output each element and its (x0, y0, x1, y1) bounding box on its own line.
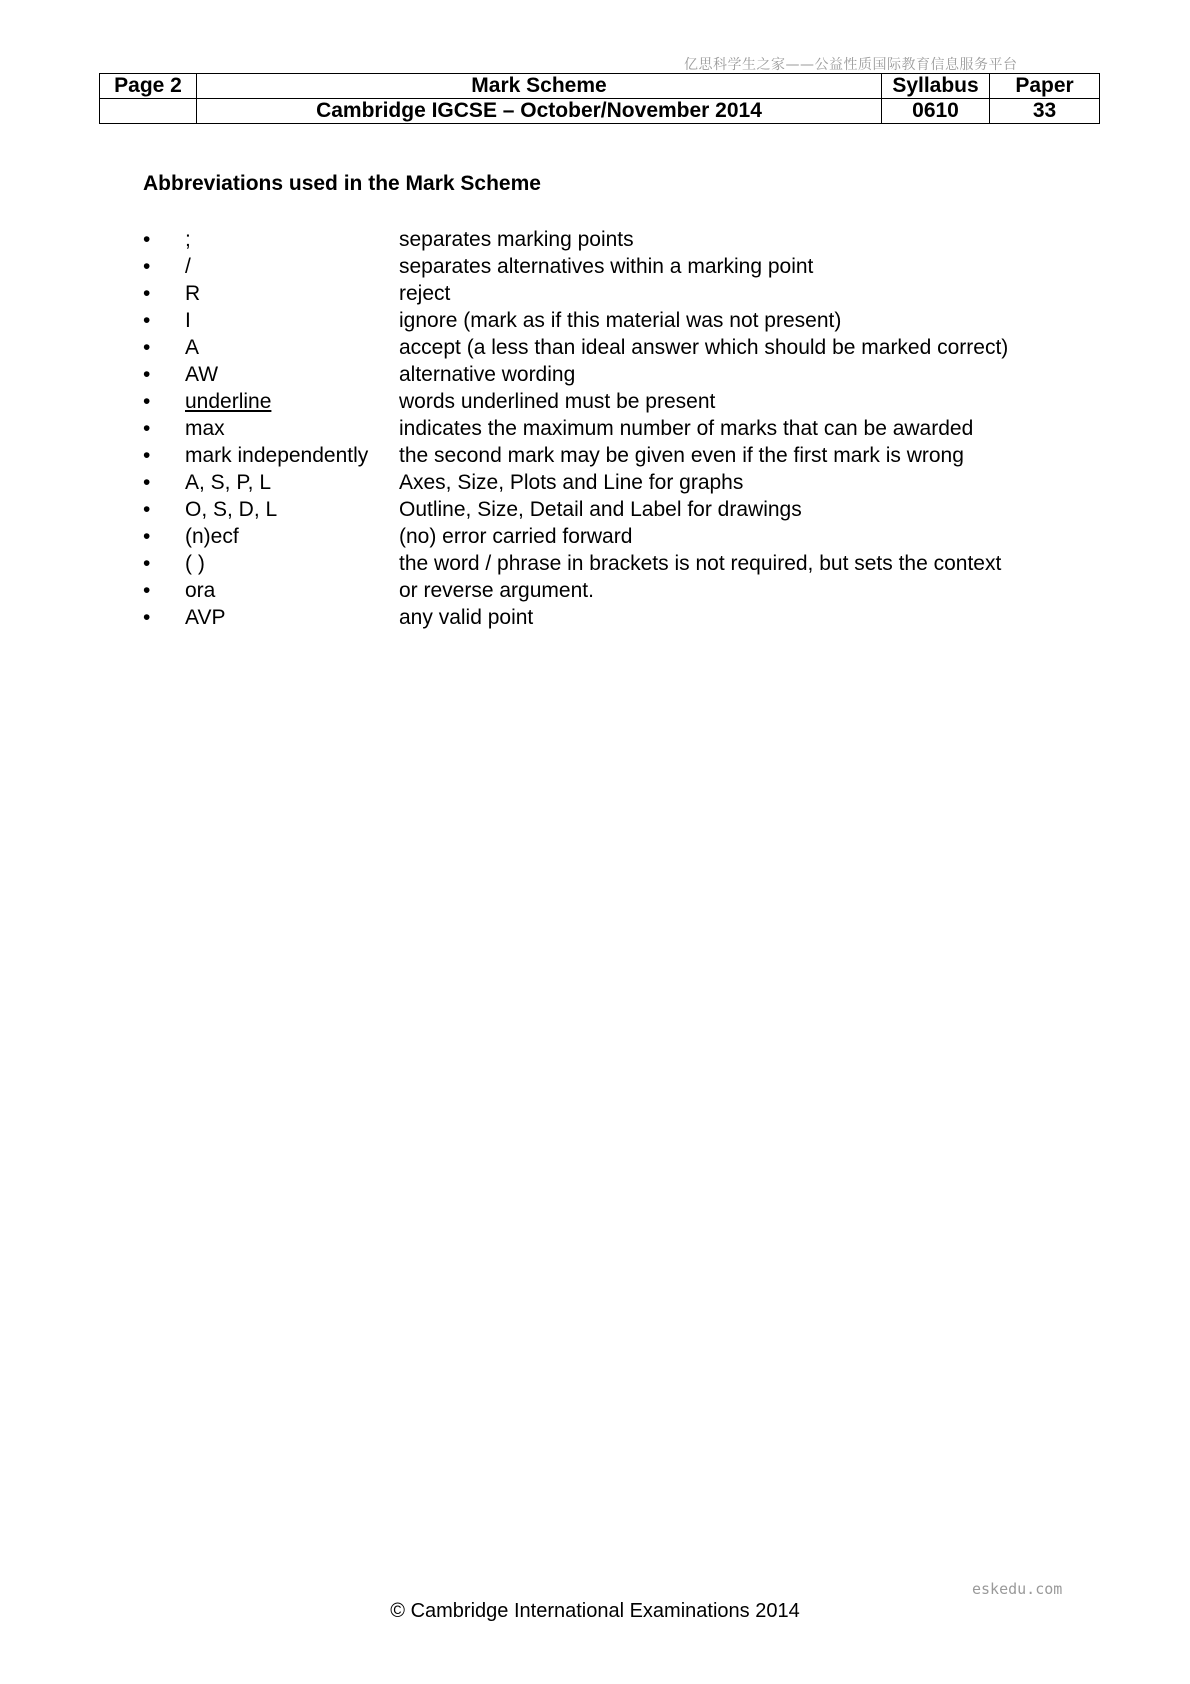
list-item (143, 604, 1008, 631)
bullet-icon: • (143, 606, 151, 629)
abbreviation-term: max (185, 417, 225, 440)
abbreviation-term: ; (185, 228, 191, 251)
list-item (143, 388, 1008, 415)
abbreviation-meaning: separates marking points (399, 228, 634, 251)
bullet-icon: • (143, 255, 151, 278)
abbreviation-term: underline (185, 390, 272, 413)
list-item (143, 469, 1008, 496)
list-item (143, 253, 1008, 280)
bullet-icon: • (143, 228, 151, 251)
abbreviation-meaning: indicates the maximum number of marks that can be awarded (399, 417, 974, 440)
abbreviation-meaning: reject (399, 282, 451, 305)
bullet-icon: • (143, 336, 151, 359)
bullet-icon: • (143, 417, 151, 440)
abbreviation-term: O, S, D, L (185, 498, 278, 521)
abbreviation-meaning: ignore (mark as if this material was not present) (399, 309, 842, 332)
document-subtitle: Cambridge IGCSE – October/November 2014 (197, 99, 882, 124)
abbreviation-meaning: (no) error carried forward (399, 525, 633, 548)
abbreviation-meaning: alternative wording (399, 363, 576, 386)
list-item (143, 496, 1008, 523)
abbreviation-term: I (185, 309, 191, 332)
empty-cell (100, 99, 197, 124)
page-number: Page 2 (100, 74, 197, 99)
bullet-icon: • (143, 309, 151, 332)
abbreviation-term: mark independently (185, 444, 369, 467)
abbreviation-meaning: any valid point (399, 606, 534, 629)
abbreviation-meaning: separates alternatives within a marking point (399, 255, 814, 278)
abbreviation-meaning: the second mark may be given even if the first mark is wrong (399, 444, 964, 467)
bullet-icon: • (143, 498, 151, 521)
abbreviation-term: AVP (185, 606, 226, 629)
abbreviation-meaning: or reverse argument. (399, 579, 594, 602)
copyright-footer: © Cambridge International Examinations 2014 (390, 1600, 800, 1622)
abbreviation-term: ( ) (185, 552, 205, 575)
abbreviation-meaning: the word / phrase in brackets is not required, but sets the context (399, 552, 1002, 575)
header-row-1 (100, 74, 1100, 99)
bullet-icon: • (143, 579, 151, 602)
syllabus-value: 0610 (882, 99, 990, 124)
abbreviation-meaning: words underlined must be present (399, 390, 716, 413)
paper-label: Paper (990, 74, 1100, 99)
syllabus-label: Syllabus (882, 74, 990, 99)
abbreviation-term: (n)ecf (185, 525, 239, 548)
list-item (143, 523, 1008, 550)
header-table (99, 73, 1100, 124)
list-item (143, 442, 1008, 469)
section-heading: Abbreviations used in the Mark Scheme (143, 172, 541, 195)
list-item (143, 226, 1008, 253)
watermark-bottom: eskedu.com (972, 1580, 1063, 1598)
list-item (143, 415, 1008, 442)
abbreviation-term: ora (185, 579, 216, 602)
abbreviation-list (143, 226, 1008, 631)
list-item (143, 550, 1008, 577)
bullet-icon: • (143, 282, 151, 305)
document-title: Mark Scheme (197, 74, 882, 99)
abbreviation-term: A, S, P, L (185, 471, 271, 494)
abbreviation-term: / (185, 255, 191, 278)
bullet-icon: • (143, 552, 151, 575)
bullet-icon: • (143, 471, 151, 494)
bullet-icon: • (143, 444, 151, 467)
list-item (143, 361, 1008, 388)
bullet-icon: • (143, 363, 151, 386)
abbreviation-term: A (185, 336, 200, 359)
list-item (143, 577, 1008, 604)
abbreviation-meaning: Outline, Size, Detail and Label for drawings (399, 498, 802, 521)
abbreviation-meaning: Axes, Size, Plots and Line for graphs (399, 471, 744, 494)
paper-value: 33 (990, 99, 1100, 124)
abbreviation-meaning: accept (a less than ideal answer which should be marked correct) (399, 336, 1009, 359)
list-item (143, 334, 1008, 361)
bullet-icon: • (143, 390, 151, 413)
bullet-icon: • (143, 525, 151, 548)
abbreviation-term: R (185, 282, 201, 305)
list-item (143, 280, 1008, 307)
header-row-2 (100, 99, 1100, 124)
list-item (143, 307, 1008, 334)
watermark-top: 亿思科学生之家——公益性质国际教育信息服务平台 (684, 57, 1018, 73)
abbreviation-term: AW (185, 363, 219, 386)
